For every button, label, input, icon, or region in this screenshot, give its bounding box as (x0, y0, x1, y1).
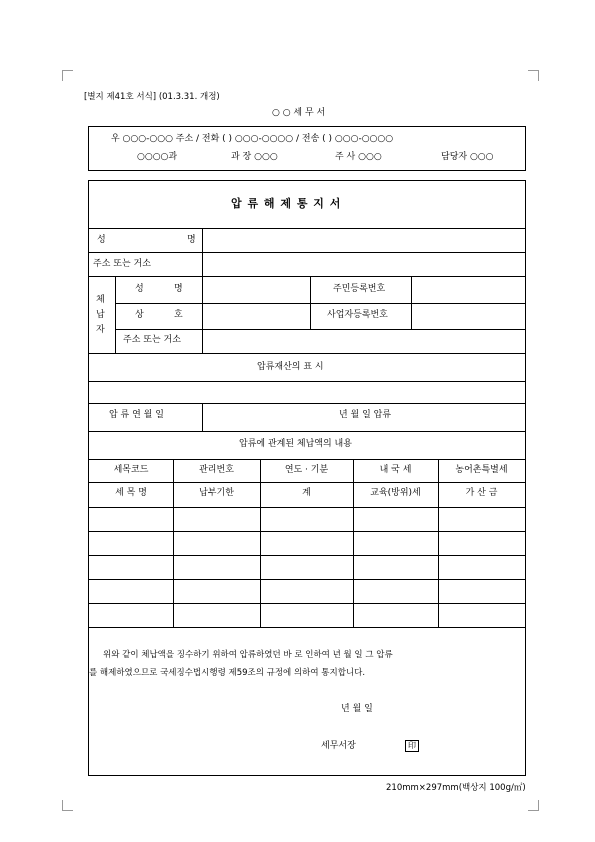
taxpayer-address-label: 주소 또는 거소 (123, 335, 181, 345)
col-total: 계 (302, 488, 311, 498)
table-row-line (89, 555, 525, 556)
form-title: 압 류 해 제 통 지 서 (231, 197, 342, 210)
crop-mark-top-right (528, 70, 539, 81)
col-management-number: 관리번호 (199, 465, 234, 475)
divider (89, 507, 525, 508)
divider (89, 228, 525, 229)
col-penalty: 가 산 금 (465, 488, 498, 498)
notice-date: 년 월 일 (341, 704, 373, 714)
person-in-charge: 담당자 ○○○ (441, 152, 494, 162)
divider (202, 276, 203, 353)
divider (310, 276, 311, 329)
divider (202, 403, 203, 431)
office-info-box (88, 126, 526, 171)
taxpayer-label-1: 체 (96, 295, 105, 305)
divider (89, 459, 525, 460)
signer-title: 세무서장 (321, 741, 356, 751)
business-number-label: 사업자등록번호 (327, 310, 388, 320)
divider (411, 276, 412, 329)
officer: 주 사 ○○○ (335, 152, 382, 162)
resident-number-label: 주민등록번호 (333, 284, 386, 294)
office-name: ○ ○ 세 무 서 (272, 108, 326, 118)
divider (438, 459, 439, 627)
col-domestic-tax: 내 국 세 (379, 465, 412, 475)
divider (89, 276, 525, 277)
divider (173, 459, 174, 627)
divider (260, 459, 261, 627)
divider (353, 459, 354, 627)
col-education-tax: 교육(방위)세 (370, 488, 421, 498)
seizure-date-label: 압 류 연 월 일 (109, 410, 164, 420)
notice-line-1: 위와 같이 체납액을 징수하기 위하여 압류하였던 바 로 인하여 년 월 일 그 압류 (103, 650, 393, 660)
address-label: 주소 또는 거소 (93, 259, 151, 269)
trade-name-second: 호 (174, 310, 183, 320)
table-row-line (89, 579, 525, 580)
divider (89, 431, 525, 432)
notice-line-2: 를 해제하였으므로 국세징수법시행령 제59조의 규정에 의하여 통지합니다. (89, 668, 366, 678)
divider (89, 353, 525, 354)
crop-mark-top-left (62, 70, 73, 81)
col-tax-code: 세목코드 (113, 465, 149, 475)
related-arrears-label: 압류에 관계된 체납액의 내용 (239, 439, 352, 449)
col-tax-item-name: 세 목 명 (115, 488, 147, 498)
taxpayer-label-2: 납 (96, 310, 105, 320)
divider (89, 403, 525, 404)
section-chief: 과 장 ○○○ (231, 152, 278, 162)
paper-spec: 210mm×297mm(백상지 100g/㎡) (386, 783, 526, 793)
divider (115, 303, 525, 304)
divider (115, 329, 525, 330)
divider (89, 482, 525, 483)
divider (89, 252, 525, 253)
crop-mark-bottom-right (528, 800, 539, 811)
trade-name-first: 상 (135, 310, 144, 320)
col-payment-deadline: 납부기한 (199, 488, 234, 498)
table-row-line (89, 603, 525, 604)
table-row-line (89, 627, 525, 628)
divider (115, 276, 116, 353)
taxpayer-name-second: 명 (174, 284, 183, 294)
seizure-date-value: 년 월 일 압류 (339, 410, 392, 420)
name-label-second: 명 (187, 235, 196, 245)
crop-mark-bottom-left (62, 800, 73, 811)
form-number-note: [별지 제41호 서식] (01.3.31. 개정) (84, 92, 220, 102)
seized-property-label: 압류재산의 표 시 (257, 362, 324, 372)
notice-form (88, 180, 526, 776)
col-year-period: 연도 · 기분 (284, 465, 329, 475)
taxpayer-label-3: 자 (96, 325, 105, 335)
department: ○○○○과 (137, 152, 178, 162)
table-row-line (89, 531, 525, 532)
address-line: 우 ○○○-○○○ 주소 / 전화 ( ) ○○○-○○○○ / 전송 ( ) ○○○-○○○○ (111, 134, 394, 144)
divider (89, 381, 525, 382)
name-label-first: 성 (97, 235, 106, 245)
seal-mark: 印 (405, 740, 419, 752)
col-rural-special-tax: 농어촌특별세 (455, 465, 508, 475)
taxpayer-name-first: 성 (135, 284, 144, 294)
